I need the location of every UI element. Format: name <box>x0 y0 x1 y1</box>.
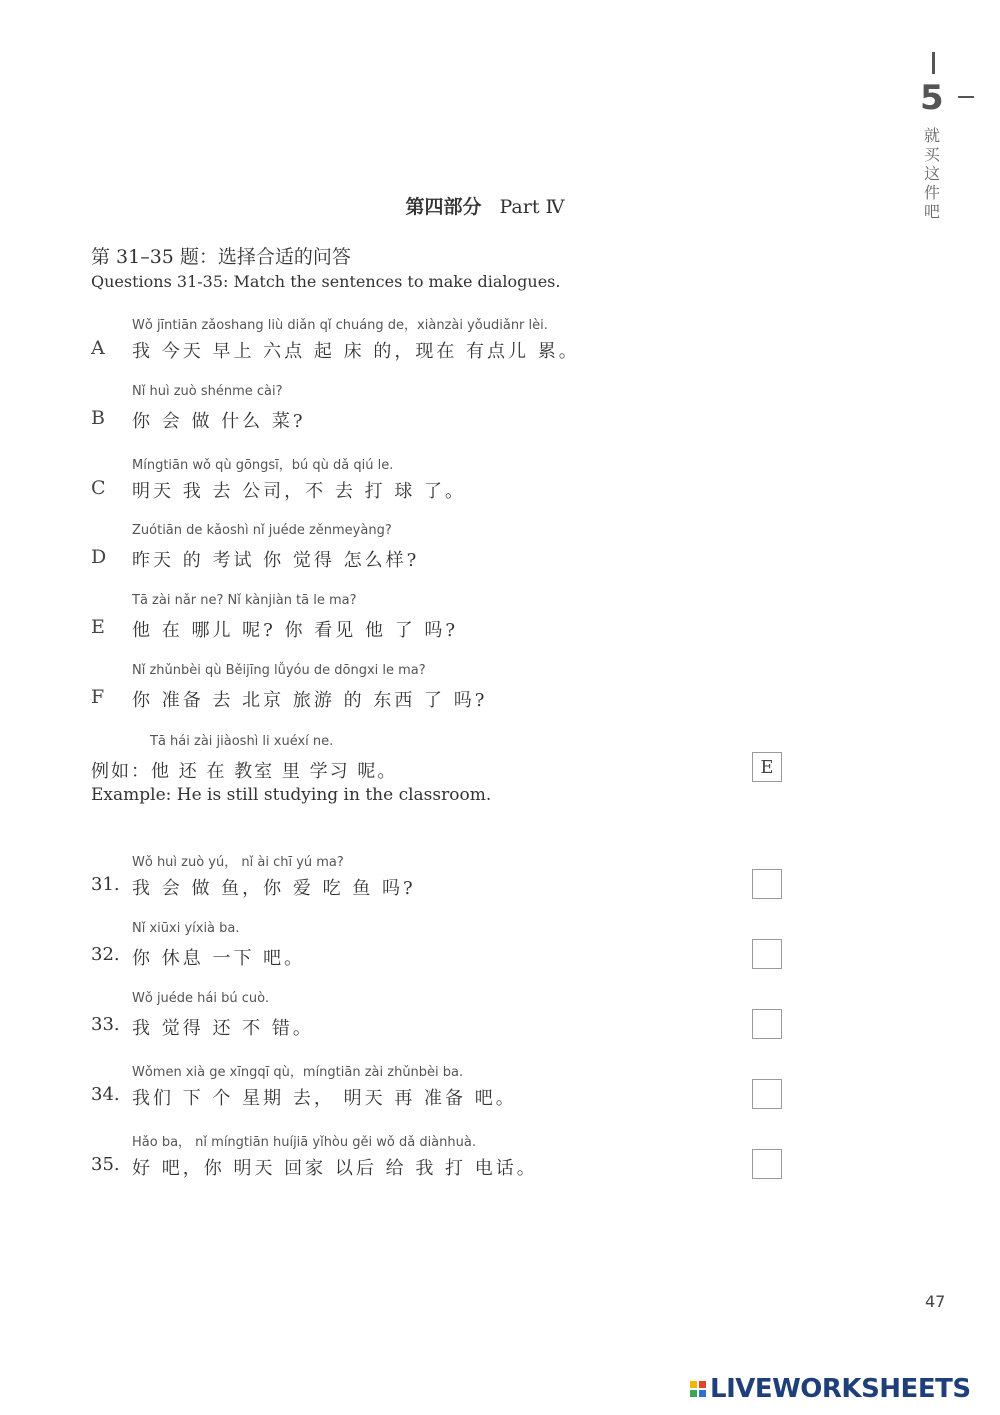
option-b-pinyin: Nǐ huì zuò shénme cài? <box>132 384 283 399</box>
option-d-pinyin: Zuótiān de kǎoshì nǐ juéde zěnmeyàng? <box>132 523 392 538</box>
question-35-number: 35. <box>91 1154 120 1175</box>
option-c-pinyin: Míngtiān wǒ qù gōngsī，bú qù dǎ qiú le. <box>132 458 394 473</box>
part-title-cn: 第四部分 <box>405 196 482 218</box>
instructions-cn: 第 31–35 题：选择合适的问答 <box>91 246 351 268</box>
instructions-en: Questions 31-35: Match the sentences to make dialogues. <box>91 272 561 291</box>
question-31-text: 我 会 做 鱼，你 爱 吃 鱼 吗? <box>132 878 416 899</box>
question-34-number: 34. <box>91 1084 120 1105</box>
question-32-number: 32. <box>91 944 120 965</box>
question-32-answer-box[interactable] <box>752 939 782 969</box>
logo-text: LIVEWORKSHEETS <box>710 1374 971 1404</box>
option-c-letter: C <box>91 477 106 499</box>
question-35-text: 好 吧，你 明天 回家 以后 给 我 打 电话。 <box>132 1158 538 1179</box>
logo-square-2 <box>699 1381 706 1388</box>
option-e-pinyin: Tā zài nǎr ne? Nǐ kànjiàn tā le ma? <box>132 593 357 608</box>
logo-square-3 <box>690 1390 697 1397</box>
option-e-letter: E <box>91 616 105 638</box>
example-pinyin: Tā hái zài jiàoshì li xuéxí ne. <box>150 734 334 749</box>
option-a-letter: A <box>91 337 105 359</box>
logo-square-1 <box>690 1381 697 1388</box>
option-a-pinyin: Wǒ jīntiān zǎoshang liù diǎn qǐ chuáng de，xiànzài yǒudiǎnr lèi. <box>132 318 548 333</box>
question-34-text: 我们 下 个 星期 去， 明天 再 准备 吧。 <box>132 1088 517 1109</box>
question-33-answer-box[interactable] <box>752 1009 782 1039</box>
option-c-text: 明天 我 去 公司，不 去 打 球 了。 <box>132 481 467 502</box>
example-translation: Example: He is still studying in the classroom. <box>91 785 492 805</box>
option-b-text: 你 会 做 什么 菜? <box>132 411 306 432</box>
question-31-number: 31. <box>91 874 120 895</box>
chapter-title: 就买这件吧 <box>924 126 941 221</box>
option-d-letter: D <box>91 546 107 568</box>
question-34-answer-box[interactable] <box>752 1079 782 1109</box>
logo-square-4 <box>699 1390 706 1397</box>
question-32-text: 你 休息 一下 吧。 <box>132 948 306 969</box>
option-f-letter: F <box>91 686 105 708</box>
question-33-number: 33. <box>91 1014 120 1035</box>
example-text: 例如：他 还 在 教室 里 学习 呢。 <box>91 761 398 782</box>
chapter-number: 5 <box>920 78 944 118</box>
option-d-text: 昨天 的 考试 你 觉得 怎么样? <box>132 550 420 571</box>
question-33-text: 我 觉得 还 不 错。 <box>132 1018 314 1039</box>
option-f-pinyin: Nǐ zhǔnbèi qù Běijīng lǚyóu de dōngxi le ma? <box>132 663 426 678</box>
question-33-pinyin: Wǒ juéde hái bú cuò. <box>132 991 269 1006</box>
liveworksheets-logo[interactable] <box>690 1374 971 1404</box>
option-b-letter: B <box>91 407 105 429</box>
question-31-pinyin: Wǒ huì zuò yú， nǐ ài chī yú ma? <box>132 855 344 870</box>
logo-icon <box>690 1381 706 1397</box>
question-32-pinyin: Nǐ xiūxi yíxià ba. <box>132 921 240 936</box>
option-e-text: 他 在 哪儿 呢? 你 看见 他 了 吗? <box>132 620 459 641</box>
example-answer-box: E <box>752 752 782 782</box>
chapter-dash <box>958 96 974 98</box>
question-34-pinyin: Wǒmen xià ge xīngqī qù，míngtiān zài zhǔnbèi ba. <box>132 1065 464 1080</box>
page-number: 47 <box>925 1292 946 1311</box>
part-title-en: Part Ⅳ <box>499 196 565 218</box>
question-31-answer-box[interactable] <box>752 869 782 899</box>
question-35-pinyin: Hǎo ba， nǐ míngtiān huíjiā yǐhòu gěi wǒ dǎ diànhuà. <box>132 1135 476 1150</box>
option-a-text: 我 今天 早上 六点 起 床 的，现在 有点儿 累。 <box>132 341 580 362</box>
part-title <box>0 192 970 219</box>
question-35-answer-box[interactable] <box>752 1149 782 1179</box>
option-f-text: 你 准备 去 北京 旅游 的 东西 了 吗? <box>132 690 488 711</box>
chapter-bar <box>932 52 935 74</box>
